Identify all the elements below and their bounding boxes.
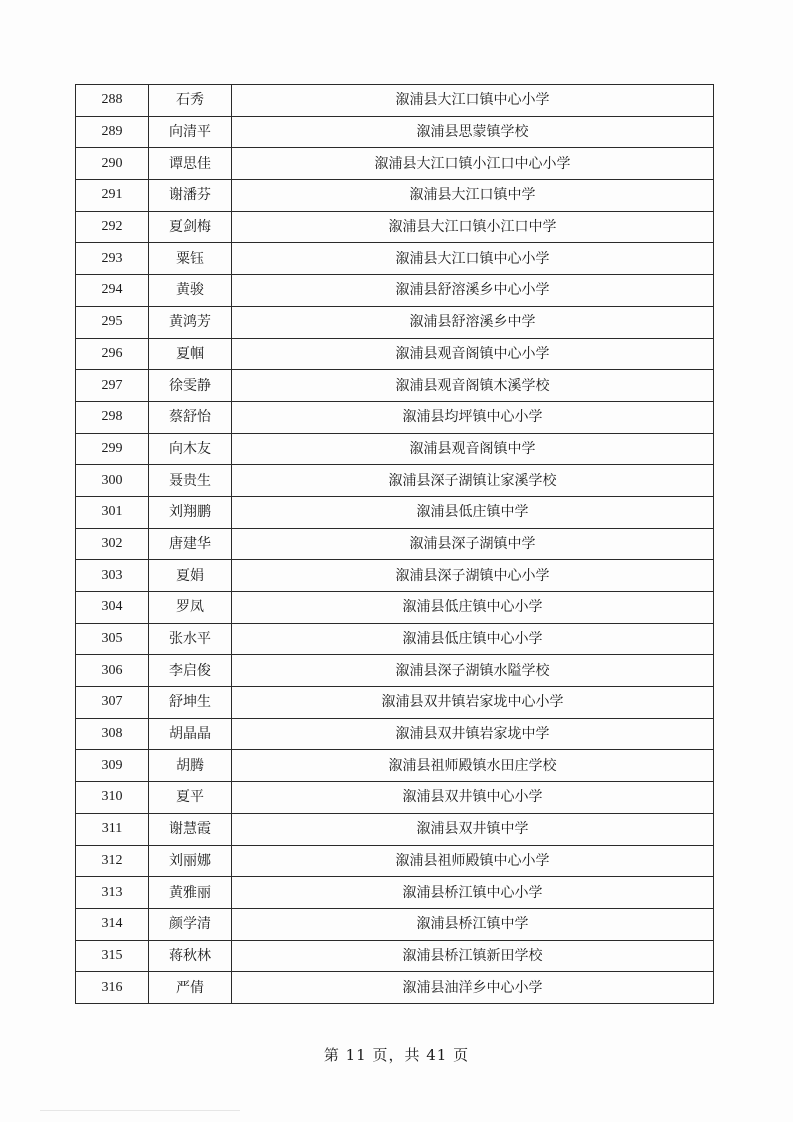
row-number-cell: 312 bbox=[76, 845, 149, 877]
teacher-name-cell: 罗凤 bbox=[149, 592, 232, 624]
table-row bbox=[76, 972, 714, 1004]
school-name-cell: 溆浦县双井镇中学 bbox=[232, 813, 714, 845]
school-name-cell: 溆浦县双井镇中心小学 bbox=[232, 782, 714, 814]
teacher-name-cell: 夏娟 bbox=[149, 560, 232, 592]
school-name-cell: 溆浦县均坪镇中心小学 bbox=[232, 401, 714, 433]
row-number-cell: 297 bbox=[76, 370, 149, 402]
teacher-name-cell: 唐建华 bbox=[149, 528, 232, 560]
table-row bbox=[76, 243, 714, 275]
school-name-cell: 溆浦县思蒙镇学校 bbox=[232, 116, 714, 148]
table-row bbox=[76, 908, 714, 940]
teacher-name-cell: 严倩 bbox=[149, 972, 232, 1004]
row-number-cell: 288 bbox=[76, 85, 149, 117]
row-number-cell: 289 bbox=[76, 116, 149, 148]
table-row bbox=[76, 940, 714, 972]
row-number-cell: 314 bbox=[76, 908, 149, 940]
table-row bbox=[76, 148, 714, 180]
row-number-cell: 310 bbox=[76, 782, 149, 814]
teacher-name-cell: 刘翔鹏 bbox=[149, 496, 232, 528]
school-name-cell: 溆浦县大江口镇小江口中心小学 bbox=[232, 148, 714, 180]
row-number-cell: 307 bbox=[76, 687, 149, 719]
school-name-cell: 溆浦县舒溶溪乡中学 bbox=[232, 306, 714, 338]
teacher-name-cell: 谢潘芬 bbox=[149, 180, 232, 212]
table-row bbox=[76, 338, 714, 370]
roster-table-body bbox=[76, 85, 714, 1004]
row-number-cell: 298 bbox=[76, 401, 149, 433]
row-number-cell: 308 bbox=[76, 718, 149, 750]
row-number-cell: 291 bbox=[76, 180, 149, 212]
row-number-cell: 294 bbox=[76, 275, 149, 307]
table-row bbox=[76, 623, 714, 655]
school-name-cell: 溆浦县深子湖镇中学 bbox=[232, 528, 714, 560]
school-name-cell: 溆浦县舒溶溪乡中心小学 bbox=[232, 275, 714, 307]
school-name-cell: 溆浦县观音阁镇木溪学校 bbox=[232, 370, 714, 402]
row-number-cell: 304 bbox=[76, 592, 149, 624]
teacher-name-cell: 谭思佳 bbox=[149, 148, 232, 180]
teacher-name-cell: 颜学清 bbox=[149, 908, 232, 940]
teacher-name-cell: 张水平 bbox=[149, 623, 232, 655]
table-row bbox=[76, 782, 714, 814]
school-name-cell: 溆浦县大江口镇中学 bbox=[232, 180, 714, 212]
school-name-cell: 溆浦县祖师殿镇水田庄学校 bbox=[232, 750, 714, 782]
school-name-cell: 溆浦县观音阁镇中学 bbox=[232, 433, 714, 465]
page-number-footer: 第 11 页，共 41 页 bbox=[323, 1046, 470, 1064]
table-row bbox=[76, 85, 714, 117]
school-name-cell: 溆浦县大江口镇小江口中学 bbox=[232, 211, 714, 243]
table-row bbox=[76, 560, 714, 592]
teacher-name-cell: 夏平 bbox=[149, 782, 232, 814]
table-row bbox=[76, 211, 714, 243]
school-name-cell: 溆浦县大江口镇中心小学 bbox=[232, 243, 714, 275]
table-row bbox=[76, 496, 714, 528]
teacher-name-cell: 刘丽娜 bbox=[149, 845, 232, 877]
school-name-cell: 溆浦县观音阁镇中心小学 bbox=[232, 338, 714, 370]
row-number-cell: 315 bbox=[76, 940, 149, 972]
table-row bbox=[76, 877, 714, 909]
row-number-cell: 295 bbox=[76, 306, 149, 338]
row-number-cell: 305 bbox=[76, 623, 149, 655]
table-row bbox=[76, 813, 714, 845]
table-row bbox=[76, 180, 714, 212]
teacher-name-cell: 胡腾 bbox=[149, 750, 232, 782]
school-name-cell: 溆浦县桥江镇中心小学 bbox=[232, 877, 714, 909]
teacher-name-cell: 聂贵生 bbox=[149, 465, 232, 497]
row-number-cell: 316 bbox=[76, 972, 149, 1004]
row-number-cell: 296 bbox=[76, 338, 149, 370]
teacher-name-cell: 黄骏 bbox=[149, 275, 232, 307]
table-row bbox=[76, 275, 714, 307]
row-number-cell: 300 bbox=[76, 465, 149, 497]
table-row bbox=[76, 750, 714, 782]
table-row bbox=[76, 401, 714, 433]
teacher-name-cell: 谢慧霞 bbox=[149, 813, 232, 845]
teacher-name-cell: 向木友 bbox=[149, 433, 232, 465]
table-row bbox=[76, 655, 714, 687]
school-name-cell: 溆浦县低庄镇中学 bbox=[232, 496, 714, 528]
teacher-name-cell: 李启俊 bbox=[149, 655, 232, 687]
school-name-cell: 溆浦县深子湖镇水隘学校 bbox=[232, 655, 714, 687]
roster-table bbox=[75, 84, 714, 1004]
teacher-name-cell: 舒坤生 bbox=[149, 687, 232, 719]
teacher-name-cell: 蔡舒怡 bbox=[149, 401, 232, 433]
teacher-name-cell: 夏剑梅 bbox=[149, 211, 232, 243]
row-number-cell: 306 bbox=[76, 655, 149, 687]
table-row bbox=[76, 116, 714, 148]
row-number-cell: 299 bbox=[76, 433, 149, 465]
school-name-cell: 溆浦县桥江镇新田学校 bbox=[232, 940, 714, 972]
teacher-name-cell: 向清平 bbox=[149, 116, 232, 148]
teacher-name-cell: 蒋秋林 bbox=[149, 940, 232, 972]
row-number-cell: 311 bbox=[76, 813, 149, 845]
school-name-cell: 溆浦县祖师殿镇中心小学 bbox=[232, 845, 714, 877]
row-number-cell: 313 bbox=[76, 877, 149, 909]
table-row bbox=[76, 687, 714, 719]
row-number-cell: 293 bbox=[76, 243, 149, 275]
teacher-name-cell: 胡晶晶 bbox=[149, 718, 232, 750]
row-number-cell: 292 bbox=[76, 211, 149, 243]
school-name-cell: 溆浦县深子湖镇让家溪学校 bbox=[232, 465, 714, 497]
scan-artifact-line bbox=[40, 1110, 240, 1111]
table-row bbox=[76, 528, 714, 560]
school-name-cell: 溆浦县深子湖镇中心小学 bbox=[232, 560, 714, 592]
school-name-cell: 溆浦县双井镇岩家垅中心小学 bbox=[232, 687, 714, 719]
teacher-name-cell: 石秀 bbox=[149, 85, 232, 117]
school-name-cell: 溆浦县低庄镇中心小学 bbox=[232, 623, 714, 655]
table-row bbox=[76, 845, 714, 877]
teacher-name-cell: 黄鸿芳 bbox=[149, 306, 232, 338]
teacher-name-cell: 黄雅丽 bbox=[149, 877, 232, 909]
table-row bbox=[76, 718, 714, 750]
teacher-name-cell: 粟钰 bbox=[149, 243, 232, 275]
school-name-cell: 溆浦县大江口镇中心小学 bbox=[232, 85, 714, 117]
row-number-cell: 303 bbox=[76, 560, 149, 592]
row-number-cell: 309 bbox=[76, 750, 149, 782]
school-name-cell: 溆浦县油洋乡中心小学 bbox=[232, 972, 714, 1004]
table-row bbox=[76, 370, 714, 402]
table-row bbox=[76, 592, 714, 624]
table-row bbox=[76, 433, 714, 465]
school-name-cell: 溆浦县低庄镇中心小学 bbox=[232, 592, 714, 624]
teacher-name-cell: 夏帼 bbox=[149, 338, 232, 370]
table-row bbox=[76, 465, 714, 497]
table-row bbox=[76, 306, 714, 338]
row-number-cell: 301 bbox=[76, 496, 149, 528]
row-number-cell: 302 bbox=[76, 528, 149, 560]
school-name-cell: 溆浦县双井镇岩家垅中学 bbox=[232, 718, 714, 750]
row-number-cell: 290 bbox=[76, 148, 149, 180]
school-name-cell: 溆浦县桥江镇中学 bbox=[232, 908, 714, 940]
teacher-name-cell: 徐雯静 bbox=[149, 370, 232, 402]
